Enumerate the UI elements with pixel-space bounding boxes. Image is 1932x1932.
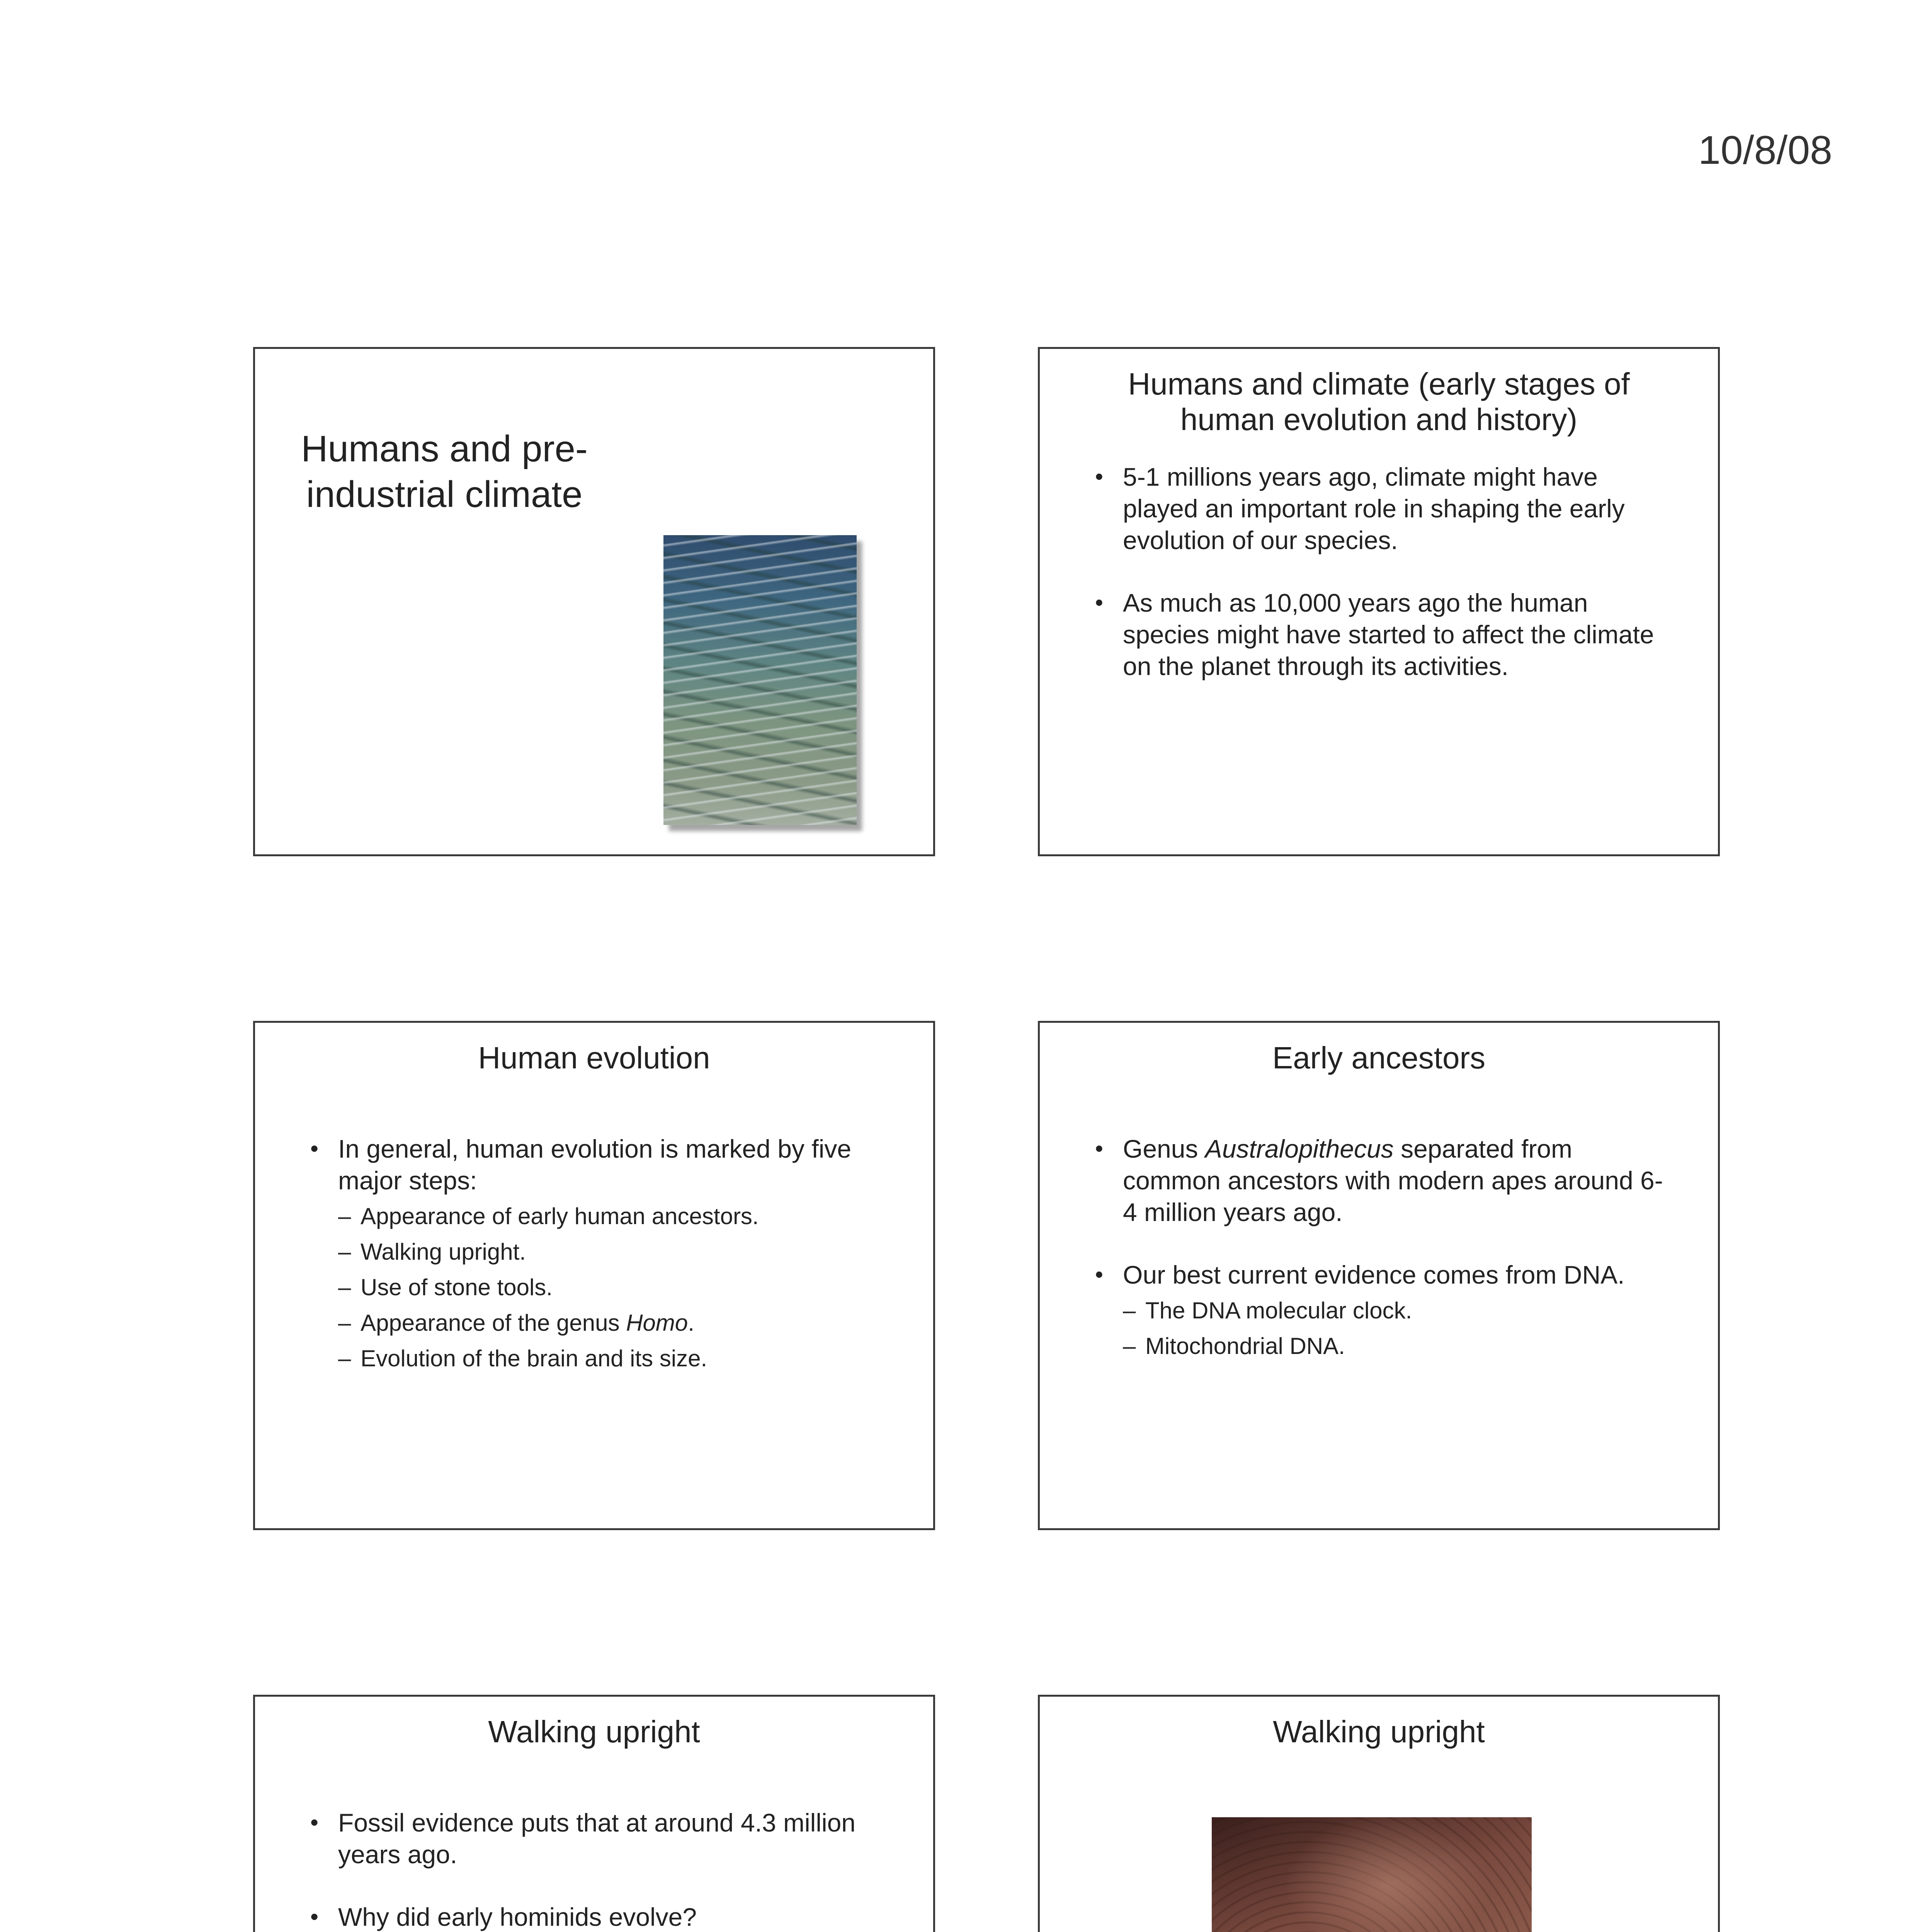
slide-6: [1038, 1695, 1720, 1932]
slide-2: [1038, 347, 1720, 856]
sub-item: – Use of stone tools.: [338, 1270, 887, 1305]
genus-name: Homo: [626, 1310, 688, 1336]
bullet-text: Why did early hominids evolve?: [338, 1903, 697, 1931]
slide-5: [253, 1695, 935, 1932]
slide-title: Walking upright: [488, 1714, 700, 1749]
bullet-list: [307, 1807, 887, 1932]
bullet-text: In general, human evolution is marked by five major steps:: [338, 1134, 852, 1195]
sub-list: [338, 1199, 887, 1376]
slide-3: [253, 1021, 935, 1530]
bullet-text: Genus: [1123, 1134, 1205, 1163]
bullet-item: [1092, 1133, 1672, 1228]
sub-item: – The DNA molecular clock.: [1123, 1293, 1672, 1328]
sub-item: – Mitochondrial DNA.: [1123, 1328, 1672, 1364]
bullet-item: • As much as 10,000 years ago the human species might have started to affect the climate on the planet through its activities.: [1092, 587, 1672, 682]
bullet-text: Our best current evidence comes from DNA.: [1123, 1260, 1625, 1289]
slide-title: Human evolution: [478, 1041, 710, 1075]
terraced-landscape-photo: [663, 535, 857, 825]
slide-title: Humans and climate (early stages of human evolution and history): [1128, 367, 1630, 437]
genus-name: Australopithecus: [1205, 1134, 1394, 1163]
bullet-item: [307, 1901, 887, 1932]
sub-item: – Walking upright.: [338, 1234, 887, 1270]
sub-item: [338, 1305, 887, 1341]
slide-title: Walking upright: [1273, 1714, 1485, 1749]
sub-list: [1123, 1293, 1672, 1364]
slide-4: [1038, 1021, 1720, 1530]
bullet-item: • 5-1 millions years ago, climate might have played an important role in shaping the early evolution of our species.: [1092, 461, 1672, 556]
bullet-list: [1092, 461, 1672, 713]
bullet-list: [1092, 1133, 1672, 1364]
bullet-list: [307, 1133, 887, 1376]
slide-title: Humans and pre-industrial climate: [301, 428, 588, 515]
sub-suffix: .: [688, 1310, 694, 1336]
slide-1: [253, 347, 935, 856]
bullet-item: [307, 1133, 887, 1376]
sub-text: Appearance of the genus: [361, 1310, 626, 1336]
sub-item: – Evolution of the brain and its size.: [338, 1341, 887, 1376]
bullet-item: [1092, 1259, 1672, 1364]
page-date: 10/8/08: [1698, 128, 1832, 173]
bullet-text: separated from common ancestors with modern apes around 6-4 million years ago.: [1123, 1134, 1663, 1226]
sub-item: – Appearance of early human ancestors.: [338, 1199, 887, 1234]
slide-title: Early ancestors: [1272, 1041, 1486, 1075]
bullet-item: • Fossil evidence puts that at around 4.3 million years ago.: [307, 1807, 887, 1870]
fossil-footprints-photo: [1212, 1817, 1532, 1932]
